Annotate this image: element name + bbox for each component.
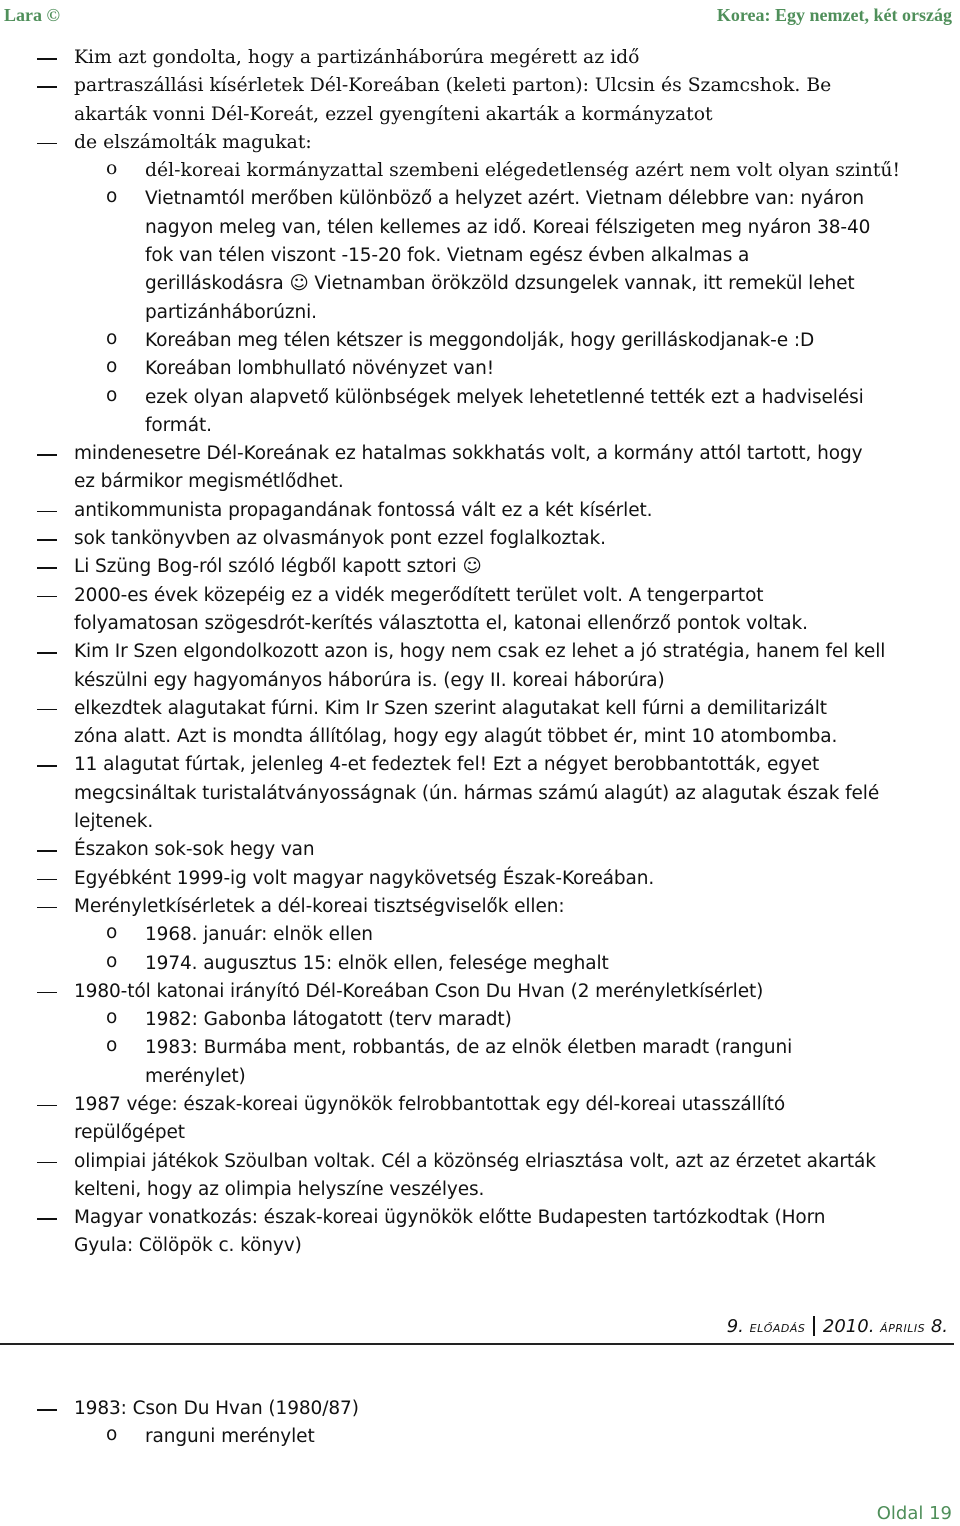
lecture-footer [727,1316,948,1337]
line-text: lejtenek. [74,811,154,833]
line-text: 1987 vége: észak-koreai ügynökök felrobbantottak egy dél-koreai utasszállító [74,1093,786,1115]
dash-bullet-icon [37,58,57,60]
line-text: nagyon meleg van, télen kellemes az idő. Koreai félszigeten meg nyáron 38-40 [145,216,871,238]
continuation-line [0,723,960,751]
continuation-line [0,667,960,695]
date-day: 8. [930,1316,948,1337]
circle-bullet-icon: o [106,186,118,208]
continuation-line [0,242,960,270]
dash-bullet-icon [37,539,57,541]
continuation-line [0,1232,960,1260]
continuation-line [0,1176,960,1204]
continuation-line [0,1063,960,1091]
bullet-item [0,129,960,157]
line-text: ranguni merénylet [145,1426,315,1448]
dash-bullet-icon [37,1409,57,1411]
dash-bullet-icon [37,992,57,994]
circle-bullet-icon: o [106,922,118,944]
dash-bullet-icon [37,86,57,88]
line-text: gerilláskodásra ☺ Vietnamban örökzöld dzsungelek vannak, itt remekül lehet [145,273,855,295]
line-text: olimpiai játékok Szöulban voltak. Cél a közönség elriasztása volt, azt az érzetet akarták [74,1150,876,1172]
line-text: 1982: Gabonba látogatott (terv maradt) [145,1009,512,1031]
circle-bullet-icon: o [106,1424,118,1446]
line-text: ez bármikor megismétlődhet. [74,471,344,493]
bullet-item [0,497,960,525]
dash-bullet-icon [37,850,57,852]
dash-bullet-icon [37,454,57,456]
line-text: Északon sok-sok hegy van [74,839,315,861]
line-text: merénylet) [145,1065,246,1087]
dash-bullet-icon [37,596,57,598]
bullet-item [0,44,960,72]
line-text: 1980-tól katonai irányító Dél-Koreában Cson Du Hvan (2 merényletkísérlet) [74,980,764,1002]
dash-bullet-icon [37,1162,57,1164]
line-text: ezek olyan alapvető különbségek melyek lehetetlenné tették ezt a hadviselési [145,386,864,408]
bullet-item [0,553,960,581]
continuation-line [0,270,960,298]
notes-body [0,44,960,1261]
line-text: antikommunista propagandának fontossá vált ez a két kísérlet. [74,499,653,521]
header-author: Lara © [4,5,60,25]
bullet-item [0,893,960,921]
dash-bullet-icon [37,511,57,513]
bullet-item [0,525,960,553]
line-text: akarták vonni Dél-Koreát, ezzel gyengíteni akarták a kormányzatot [74,103,713,125]
continuation-line [0,214,960,242]
page-number: Oldal 19 [876,1503,952,1524]
line-text: 11 alagutat fúrtak, jelenleg 4-et fedeztek fel! Ezt a négyet berobbantották, egyet [74,754,820,776]
bullet-item [0,1204,960,1232]
line-text: 1968. január: elnök ellen [145,924,373,946]
bullet-item [0,582,960,610]
bullet-item [0,1091,960,1119]
line-text: megcsináltak turistalátványosságnak (ún. hármas számú alagút) az alagutak észak felé [74,782,880,804]
line-text: Li Szüng Bog-ról szóló légből kapott sztori ☺ [74,556,482,578]
line-text: Merényletkísérletek a dél-koreai tisztségviselők ellen: [74,895,565,917]
sub-bullet-item [0,185,960,213]
sub-bullet-item [0,327,960,355]
circle-bullet-icon: o [106,950,118,972]
continuation-line [0,101,960,129]
sub-bullet-item [0,384,960,412]
line-text: 2000-es évek közepéig ez a vidék megerődített terület volt. A tengerpartot [74,584,764,606]
sub-bullet-item [0,1034,960,1062]
line-text: Gyula: Cölöpök c. könyv) [74,1235,302,1257]
dash-bullet-icon [37,567,57,569]
bullet-item [0,1148,960,1176]
bullet-item [0,638,960,666]
dash-bullet-icon [37,143,57,145]
dash-bullet-icon [37,879,57,881]
sub-bullet-item [0,1006,960,1034]
line-text: sok tankönyvben az olvasmányok pont ezzel foglalkoztak. [74,528,606,550]
line-text: 1983: Cson Du Hvan (1980/87) [74,1398,359,1419]
line-text: 1983: Burmába ment, robbantás, de az elnök életben maradt (ranguni [145,1037,793,1059]
dash-bullet-icon [37,907,57,909]
continuation-line [0,412,960,440]
circle-bullet-icon: o [106,1035,118,1057]
dash-bullet-icon [37,1105,57,1107]
dash-bullet-icon [37,1218,57,1220]
date-month: ÁPRILIS [880,1322,926,1335]
bullet-item [0,695,960,723]
line-text: fok van télen viszont -15-20 fok. Vietnam egész évben alkalmas a [145,245,750,267]
continuation-line [0,299,960,327]
circle-bullet-icon: o [106,1007,118,1029]
line-text: Magyar vonatkozás: észak-koreai ügynökök előtte Budapesten tartózkodtak (Horn [74,1207,826,1229]
circle-bullet-icon: o [106,356,118,378]
line-text: zóna alatt. Azt is mondta állítólag, hogy egy alagút többet ér, mint 10 atombomba. [74,726,838,748]
line-text: Kim Ir Szen elgondolkozott azon is, hogy nem csak ez lehet a jó stratégia, hanem fel kell [74,641,886,663]
bullet-item [0,440,960,468]
line-text: partizánháborúzni. [145,301,317,323]
sub-bullet-item [0,921,960,949]
line-text: dél-koreai kormányzattal szembeni elégedetlenség azért nem volt olyan szintű! [145,160,901,182]
line-text: 1974. augusztus 15: elnök ellen, felesége meghalt [145,952,609,974]
continuation-line [0,1119,960,1147]
line-text: elkezdtek alagutakat fúrni. Kim Ir Szen szerint alagutakat kell fúrni a demilitarizált [74,697,827,719]
line-text: partraszállási kísérletek Dél-Koreában (keleti parton): Ulcsin és Szamcshok. Be [74,75,832,97]
line-text: készülni egy hagyományos háborúra is. (egy II. koreai háborúra) [74,669,665,691]
lecture-word: ELŐADÁS [749,1322,806,1335]
circle-bullet-icon: o [106,158,118,180]
circle-bullet-icon: o [106,327,118,349]
footer-divider [0,1343,954,1345]
bullet-item [0,978,960,1006]
line-text: de elszámolták magukat: [74,131,312,153]
continuation-line [0,780,960,808]
continuation-line [0,610,960,638]
line-text: Vietnamtól merőben különböző a helyzet azért. Vietnam délebbre van: nyáron [145,188,865,210]
sub-bullet-item [0,1423,960,1451]
continuation-line [0,468,960,496]
next-page-notes [0,1395,960,1452]
line-text: Egyébként 1999-ig volt magyar nagykövetség Észak-Koreában. [74,867,655,889]
circle-bullet-icon: o [106,384,118,406]
line-text: Koreában lombhullató növényzet van! [145,358,495,380]
bullet-item [0,751,960,779]
bullet-item [0,836,960,864]
dash-bullet-icon [37,765,57,767]
sub-bullet-item [0,950,960,978]
bullet-item [0,865,960,893]
line-text: kelteni, hogy az olimpia helyszíne veszélyes. [74,1178,485,1200]
bullet-item [0,1395,960,1423]
bullet-item [0,72,960,100]
line-text: Koreában meg télen kétszer is meggondolják, hogy gerilláskodjanak-e :D [145,329,815,351]
line-text: mindenesetre Dél-Koreának ez hatalmas sokkhatás volt, a kormány attól tartott, hogy [74,443,863,465]
date-year: 2010. [822,1316,875,1337]
line-text: repülőgépet [74,1122,185,1144]
lecture-number: 9. [726,1316,744,1337]
continuation-line [0,808,960,836]
header-title: Korea: Egy nemzet, két ország [716,5,952,25]
line-text: folyamatosan szögesdrót-kerítés választotta el, katonai ellenőrző pontok voltak. [74,612,808,634]
sub-bullet-item [0,157,960,185]
sub-bullet-item [0,355,960,383]
footer-separator [813,1316,815,1336]
line-text: Kim azt gondolta, hogy a partizánháborúra megérett az idő [74,47,640,68]
dash-bullet-icon [37,709,57,711]
dash-bullet-icon [37,652,57,654]
line-text: formát. [145,414,212,436]
